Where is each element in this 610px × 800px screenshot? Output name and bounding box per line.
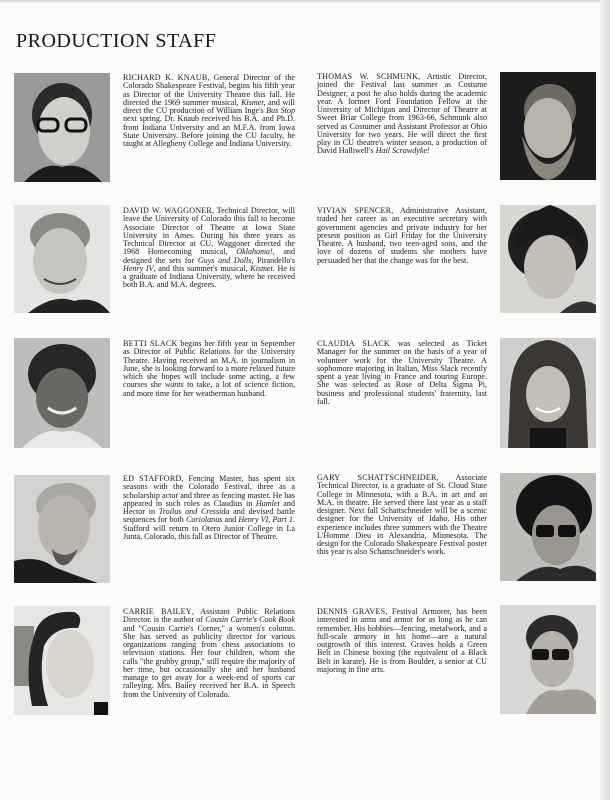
portrait-image [500, 605, 596, 714]
portrait-image [500, 473, 596, 581]
portrait-image [500, 338, 596, 448]
staff-name: CLAUDIA SLACK [317, 339, 390, 348]
staff-bio: GARY SCHATTSCHNEIDER, Associate Technical Director, is a graduate of St. Cloud State College in Minnesota, with a B.A. in art and an M.A. in theatre. He served there last year as a staff designer. Next fall Schattschneider will be a scenic designer for the University of Idaho. His other experience includes three summers with the Theatre L'Homme Dieu in Alexandria, Minnesota. The design for the Colorado Shakespeare Festival poster this year is also Schattschneider's work. [317, 473, 487, 557]
portrait-image [500, 205, 596, 313]
staff-name: GARY SCHATTSCHNEIDER [317, 473, 437, 482]
staff-bio: CARRIE BAILEY, Assistant Public Relations Director. is the author of Cousin Carrie's Cook Book and "Cousin Carrie's Corner," a women's column. She has served as publicity director for various organizations ranging from chess associations to television stations. Her four children, whom she calls "the grubby group," still require the majority of her time, but occasionally she and her husband manage to get away for a week-end of sports car ralleying. Mrs. Bailey received her B.A. in Speech from the University of Colorado. [123, 607, 295, 699]
staff-bio: DENNIS GRAVES, Festival Armorer, has been interested in arms and armor for as long as he can remember. His hobbies—fencing, metalwork, and a full-scale armory in his home—are a natural outgrowth of this interest. Graves holds a Green Belt in Chinese boxing (the equivalent of a Black Belt in karate). He is from Boulder, a senior at CU majoring in fine arts. [317, 607, 487, 674]
staff-photo [500, 338, 596, 448]
staff-photo [14, 205, 110, 313]
staff-name: RICHARD K. KNAUB [123, 73, 208, 82]
page-title: PRODUCTION STAFF [16, 30, 217, 52]
staff-photo [500, 605, 596, 714]
staff-bio: CLAUDIA SLACK was selected as Ticket Manager for the summer on the basis of a year of volunteer work for the University Theatre. A sophomore majoring in Italian, Miss Slack recently spent a year living in France and touring Europe. She was selected as Rose of Delta Sigma Pi, business and professional students' fraternity, last fall. [317, 339, 487, 406]
portrait-image [500, 72, 596, 180]
portrait-image [14, 73, 110, 182]
staff-photo [14, 606, 110, 715]
staff-photo [14, 73, 110, 182]
staff-bio: RICHARD K. KNAUB, General Director of the Colorado Shakespeare Festival, begins his fifth year as Director of the University Theatre this fall. He directed the 1969 summer musical, Kismet, and will direct the CU production of William Inge's Bus Stop next spring. Dr. Knaub received his B.A. and Ph.D. from Indiana University and an M.F.A. from Iowa State University. Before joining the CU faculty, he taught at Allegheny College and Indiana University. [123, 73, 295, 148]
staff-name: VIVIAN SPENCER [317, 206, 392, 215]
portrait-image [14, 606, 110, 715]
staff-name: THOMAS W. SCHMUNK [317, 72, 419, 81]
staff-name: BETTI SLACK [123, 339, 178, 348]
staff-bio: ED STAFFORD, Fencing Master, has spent six seasons with the Colorado Festival, three as a scholarship actor and three as fencing master. He has appeared in such roles as Claudius in Hamlet and Hector in Troilus and Cressida and devised battle sequences for both Coriolanus and Henry VI, Part 1. Stafford will return to Otero Junior College in La Junta, Colorado, this fall as Director of Theatre. [123, 474, 296, 541]
staff-bio: THOMAS W. SCHMUNK, Artistic Director, joined the Festival last summer as Costume Designer, a post he also holds during the academic year. A former Ford Foundation Fellow at the University of Michigan and Director of Theatre at Sweet Briar College from 1963-66, Schmunk also served as Costumer and Assistant Professor at Ohio University for two years. He will direct the first play in CU theatre's winter season, a production of David Halliwell's Hail Scrawdyke! [317, 72, 487, 156]
staff-name: DENNIS GRAVES [317, 607, 386, 616]
staff-name: DAVID W. WAGGONER [123, 206, 213, 215]
staff-photo [500, 473, 596, 581]
portrait-image [14, 475, 110, 583]
staff-photo [500, 205, 596, 313]
staff-bio: DAVID W. WAGGONER, Technical Director, will leave the University of Colorado this fall to become Associate Director of Theatre at Iowa State University in Ames. During his three years as Technical Director at CU, Waggoner directed the 1968 Homecoming musical, Oklahoma!, and designed the sets for Guys and Dolls, Pirandello's Henry IV, and this summer's musical, Kismet. He is a graduate of Indiana University, where he received both B.A. and M.A. degrees. [123, 206, 296, 290]
page-binding-edge [600, 0, 610, 800]
staff-photo [14, 338, 110, 448]
portrait-image [14, 205, 110, 313]
staff-photo [14, 475, 110, 583]
staff-bio: VIVIAN SPENCER, Administrative Assistant, traded her career as an executive secretary with government agencies and private industry for her present position as Girl Friday for the University Theatre. A husband, two teen-aged sons, and the love of dozens of students she mothers have persuaded her that the change was for the best. [317, 206, 487, 265]
staff-photo [500, 72, 596, 180]
page-top-shadow [0, 0, 610, 3]
staff-bio: BETTI SLACK begins her fifth year in September as Director of Public Relations for the University Theatre. Having received an M.A. in journalism in June, she is looking forward to a more relaxed future which she hopes will include some acting, a few courses she wants to take, a lot of science fiction, and more time for her weatherman husband. [123, 339, 296, 398]
staff-name: CARRIE BAILEY [123, 607, 192, 616]
staff-name: ED STAFFORD [123, 474, 182, 483]
portrait-image [14, 338, 110, 448]
